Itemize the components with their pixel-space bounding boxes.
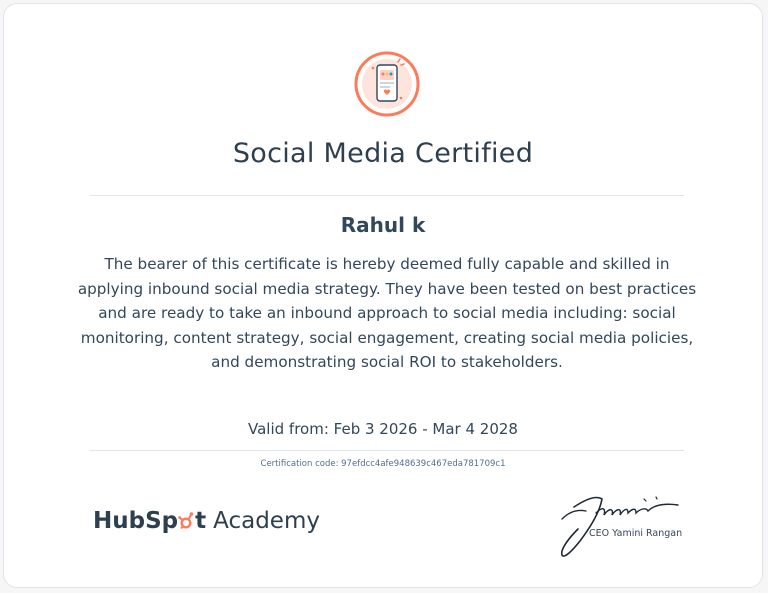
certificate-description: The bearer of this certificate is hereby deemed fully capable and skilled in applying inbound social media strategy. They have been tested on best practices and are ready to take an inbound approach to social media including: social monitoring, content strategy, social engagement, creating social media policies, and demonstrating social ROI to stakeholders. — [77, 255, 697, 371]
certification-code: Certification code: 97efdcc4afe948639c467eda781709c1 — [260, 459, 506, 469]
divider — [90, 450, 684, 451]
logo-wordmark-t: t — [195, 508, 207, 534]
hubspot-academy-logo — [93, 508, 320, 542]
recipient-name: Rahul k — [340, 213, 426, 237]
logo-wordmark-hubsp: HubSp — [93, 508, 179, 534]
certificate-card — [3, 3, 763, 588]
validity-period: Valid from: Feb 3 2026 - Mar 4 2028 — [248, 420, 518, 438]
logo-academy-label: Academy — [213, 508, 320, 534]
certificate-title: Social Media Certified — [232, 138, 534, 169]
sprocket-icon — [178, 511, 195, 531]
phone-with-social-post-badge-icon — [353, 50, 421, 118]
ceo-signature — [556, 489, 688, 563]
signatory-caption: CEO Yamini Rangan — [589, 528, 683, 539]
divider — [90, 195, 684, 196]
